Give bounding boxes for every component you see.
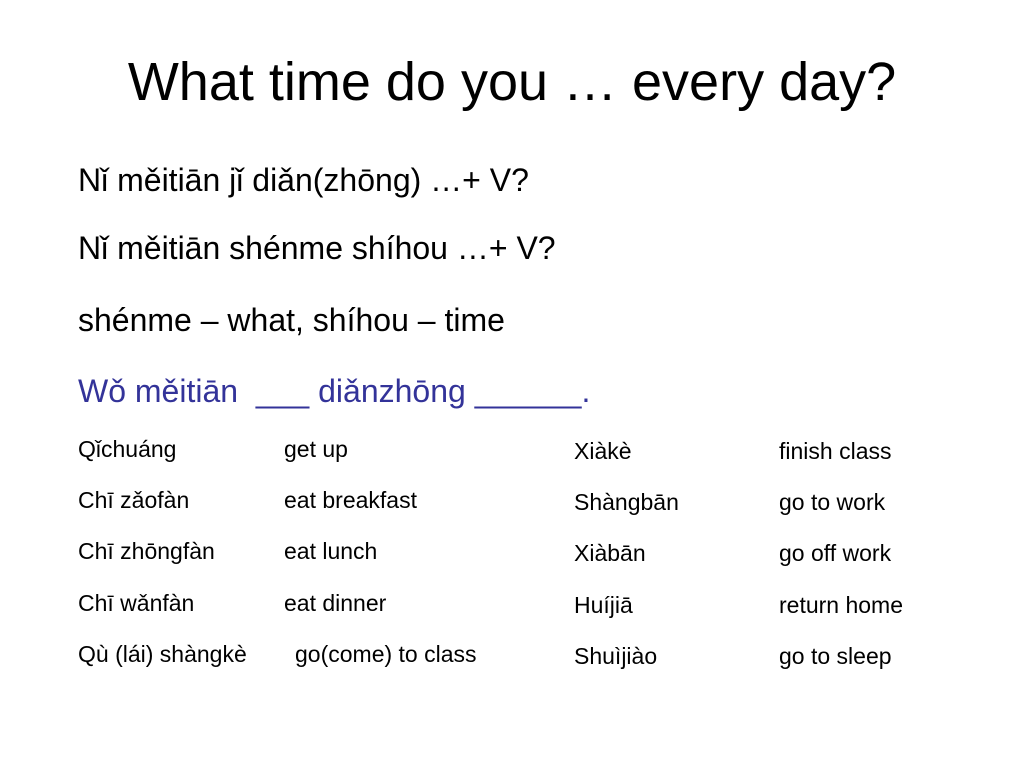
vocab-right-meaning-2: go off work [779, 540, 892, 566]
vocab-left-meaning-2: eat lunch [284, 538, 378, 564]
vocab-left-meaning-1: eat breakfast [284, 487, 417, 513]
vocab-right-pinyin-3: Huíjiā [574, 592, 633, 618]
vocab-right-meaning-0: finish class [779, 438, 892, 464]
vocab-left-pinyin-1: Chī zǎofàn [78, 487, 190, 513]
vocab-right-pinyin-2: Xiàbān [574, 540, 646, 566]
pattern-question-shenme-shihou: Nǐ měitiān shénme shíhou …+ V? [78, 230, 556, 266]
vocab-gloss-line: shénme – what, shíhou – time [78, 302, 505, 338]
vocab-left-meaning-4: go(come) to class [295, 641, 477, 667]
vocab-left-pinyin-0: Qǐchuáng [78, 436, 177, 462]
vocab-left-pinyin-3: Chī wǎnfàn [78, 590, 195, 616]
vocab-right-meaning-3: return home [779, 592, 904, 618]
pattern-question-ji-dian: Nǐ měitiān jǐ diǎn(zhōng) …+ V? [78, 162, 529, 198]
vocab-left-pinyin-2: Chī zhōngfàn [78, 538, 215, 564]
answer-pattern: Wǒ měitiān ___ diǎnzhōng ______. [78, 373, 591, 409]
vocab-right-pinyin-0: Xiàkè [574, 438, 632, 464]
vocab-right-pinyin-4: Shuìjiào [574, 643, 658, 669]
vocab-right-meaning-1: go to work [779, 489, 886, 515]
vocab-right-meaning-4: go to sleep [779, 643, 892, 669]
vocab-left-meaning-0: get up [284, 436, 348, 462]
slide-title: What time do you … every day? [127, 52, 897, 112]
vocab-left-pinyin-4: Qù (lái) shàngkè [78, 641, 247, 667]
vocab-right-pinyin-1: Shàngbān [574, 489, 679, 515]
vocab-left-meaning-3: eat dinner [284, 590, 387, 616]
